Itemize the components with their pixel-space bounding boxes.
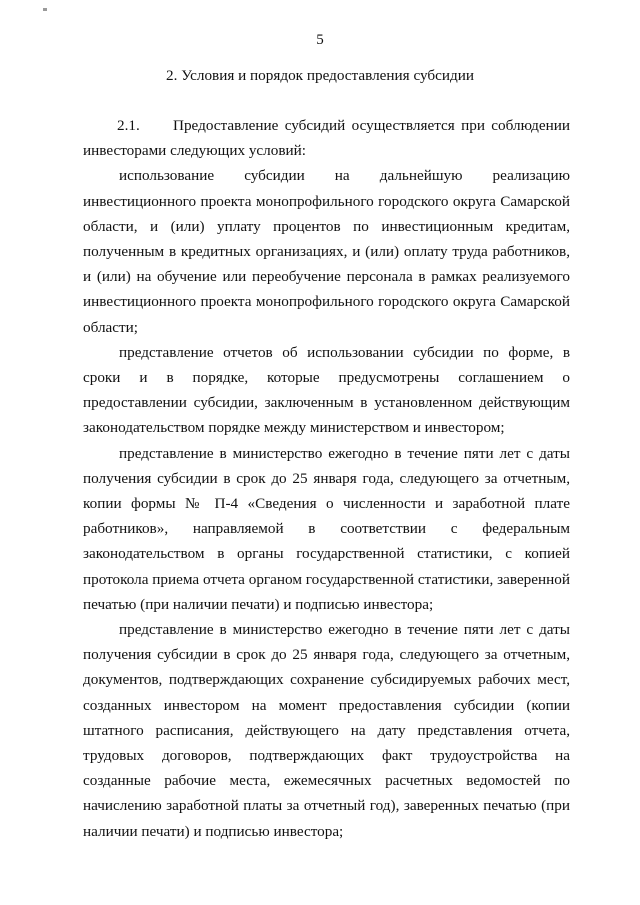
clause-text: Предоставление субсидий осуществляется при соблюдении инвесторами следующих условий: [83,117,570,160]
clause-number: 2.1. [117,117,140,134]
paragraph-jobs-documents: представление в министерство ежегодно в течение пяти лет с даты получения субсидии в срок до 25 января года, следующего за отчетным, документов, подтверждающих сохранение субсидируемых рабочих мест, созданных инвестором на момент предоставления субсидии (копии штатного расписания, действующего на дату представления отчета, трудовых договоров, подтверждающих факт трудоустройства на созданные рабочие места, ежемесячных расчетных ведомостей по начислению заработной платы за отчетный год), заверенных печатью (при наличии печати) и подписью инвестора; [83,621,570,840]
paragraph-usage-reports: представление отчетов об использовании субсидии по форме, в сроки и в порядке, которые предусмотрены соглашением о предоставлении субсидии, заключенным в установленном действующим законодательством порядке между министерством и инвестором; [83,343,570,437]
section-title: 2. Условия и порядок предоставления субсидии [166,67,474,84]
clause-paragraph [83,113,570,163]
body-text [83,113,570,844]
paragraph-form-p4: представление в министерство ежегодно в течение пяти лет с даты получения субсидии в срок до 25 января года, следующего за отчетным, копии формы № П-4 «Сведения о численности и заработной плате работников», направляемой в соответствии с федеральным законодательством в органы государственной статистики, с копией протокола приема отчета органом государственной статистики, заверенной печатью (при наличии печати) и подписью инвестора; [83,444,570,613]
scan-mark [43,8,47,11]
page-number: 5 [316,32,324,48]
paragraph-subsidy-use: использование субсидии на дальнейшую реализацию инвестиционного проекта монопрофильного городского округа Самарской области, и (или) уплату процентов по инвестиционным кредитам, полученным в кредитных организациях, и (или) оплату труда работников, и (или) на обучение или переобучение персонала в рамках реализуемого инвестиционного проекта монопрофильного городского округа Самарской области; [83,167,570,336]
